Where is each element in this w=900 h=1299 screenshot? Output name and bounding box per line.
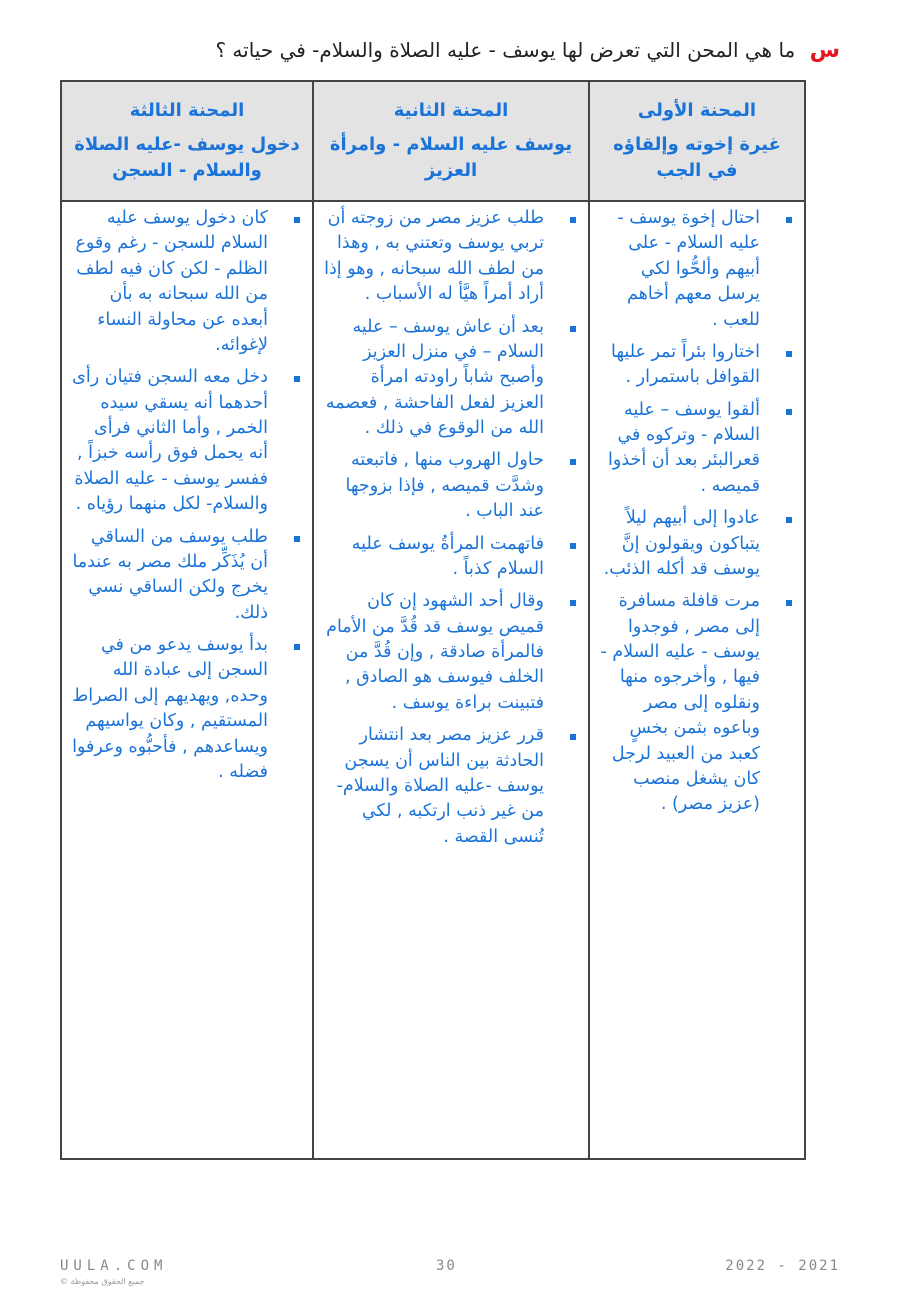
question-mark: س [809, 38, 840, 63]
bullet-icon [294, 536, 300, 542]
table-body-row [61, 201, 805, 1159]
bullet-icon [570, 459, 576, 465]
trials-table [60, 80, 806, 1160]
event-list [72, 206, 302, 785]
bullet-icon [294, 644, 300, 650]
item-text: طلب يوسف من الساقي أن يُذَكِّر ملك مصر به عندما يخرج ولكن الساقي نسي ذلك. [72, 526, 268, 623]
bullet-icon [294, 376, 300, 382]
list-item [324, 315, 578, 442]
item-text: اختاروا بئراً تمر عليها القوافل باستمرار . [611, 341, 760, 388]
list-item [72, 525, 302, 627]
bullet-icon [570, 217, 576, 223]
bullet-icon [570, 326, 576, 332]
list-item [324, 448, 578, 524]
list-item [72, 365, 302, 517]
item-text: مرت قافلة مسافرة إلى مصر , فوجدوا يوسف - عليه السلام - فيها , وأخرجوه منها ونقلوه إلى مصر وباعوه بثمن بخسٍ كعبد من العبيد لرجل كان يشغل منصب (عزيز مصر) . [600, 591, 760, 815]
bullet-icon [786, 217, 792, 223]
rights-notice: جميع الحقوق محفوظة © [60, 1277, 145, 1286]
column-title: المحنة الثالثة [129, 99, 245, 121]
item-text: فاتهمت المرأةُ يوسف عليه السلام كذباً . [351, 533, 544, 579]
list-item [72, 206, 302, 358]
item-text: وقال أحد الشهود إن كان قميص يوسف قد قُدَّ من الأمام فالمرأة صادقة , وإن قُدَّ من الخلف فيوسف هو الصادق , فتبينت براءة يوسف . [326, 591, 544, 713]
list-item [600, 589, 794, 817]
list-item [324, 206, 578, 308]
bullet-icon [786, 517, 792, 523]
column-subtitle: غيرة إخوته وإلقاؤه في الجب [613, 133, 781, 182]
column-header-first [589, 81, 805, 201]
item-text: طلب عزيز مصر من زوجته أن تربي يوسف وتعتني به , وهذا من لطف الله سبحانه , وهو إذا أراد أمراً هيَّأ له الأسباب . [324, 208, 544, 305]
list-item [600, 506, 794, 582]
event-list [600, 206, 794, 818]
list-item [600, 398, 794, 500]
column-cell-third [61, 201, 313, 1159]
item-text: كان دخول يوسف عليه السلام للسجن - رغم وقوع الظلم - لكن كان فيه لطف من الله سبحانه به بأن أبعده عن محاولة النساء لإغوائه. [75, 208, 268, 355]
list-item [324, 532, 578, 583]
list-item [600, 206, 794, 333]
question-line [60, 38, 840, 63]
list-item [600, 340, 794, 391]
bullet-icon [786, 600, 792, 606]
event-list [324, 206, 578, 850]
column-cell-second [313, 201, 589, 1159]
item-text: ألقوا يوسف – عليه السلام - وتركوه في قعرالبئر بعد أن أخذوا قميصه . [608, 399, 760, 496]
bullet-icon [294, 217, 300, 223]
column-cell-first [589, 201, 805, 1159]
question-text: ما هي المحن التي تعرض لها يوسف - عليه الصلاة والسلام- في حياته ؟ [215, 38, 796, 62]
column-title: المحنة الثانية [393, 99, 509, 121]
bullet-icon [786, 351, 792, 357]
item-text: حاول الهروب منها , فاتبعته وشدَّت قميصه , فإذا بزوجها عند الباب . [345, 450, 544, 522]
item-text: قرر عزيز مصر بعد انتشار الحادثة بين الناس أن يسجن يوسف -عليه الصلاة والسلام- من غير ذنب ارتكبه , لكي تُنسى القصة . [336, 725, 544, 847]
item-text: بعد أن عاش يوسف – عليه السلام – في منزل العزيز وأصبح شاباً راودته امرأة العزيز لفعل الفاحشة , فعصمه الله من الوقوع في ذلك . [325, 316, 544, 438]
item-text: عادوا إلى أبيهم ليلاً يتباكون ويقولون إنَّ يوسف قد أكله الذئب. [603, 508, 760, 579]
column-subtitle: دخول يوسف -عليه الصلاة والسلام - السجن [74, 133, 300, 182]
column-header-third [61, 81, 313, 201]
item-text: احتال إخوة يوسف - عليه السلام - على أبيهم وألحُّوا لكي يرسل معهم أخاهم للعب . [617, 208, 760, 330]
list-item [324, 589, 578, 716]
list-item [324, 723, 578, 850]
column-header-second [313, 81, 589, 201]
column-subtitle: يوسف عليه السلام - وامرأة العزيز [329, 133, 573, 182]
school-year: 2022 - 2021 [725, 1258, 840, 1274]
bullet-icon [570, 734, 576, 740]
column-title: المحنة الأولى [637, 99, 757, 121]
page-number: 30 [436, 1258, 457, 1274]
item-text: بدأ يوسف يدعو من في السجن إلى عبادة الله وحده, ويهديهم إلى الصراط المستقيم , وكان يواسيهم ويساعدهم , فأحبُّوه وعرفوا فضله . [72, 635, 268, 782]
bullet-icon [786, 409, 792, 415]
list-item [72, 633, 302, 785]
item-text: دخل معه السجن فتيان رأى أحدهما أنه يسقي سيده الخمر , وأما الثاني فرأى أنه يحمل فوق رأسه خبزاً , ففسر يوسف - عليه الصلاة والسلام- لكل منهما رؤياه . [72, 367, 268, 515]
site-logo: UULA.COM [60, 1258, 168, 1274]
bullet-icon [570, 543, 576, 549]
bullet-icon [570, 600, 576, 606]
table-header-row [61, 81, 805, 201]
